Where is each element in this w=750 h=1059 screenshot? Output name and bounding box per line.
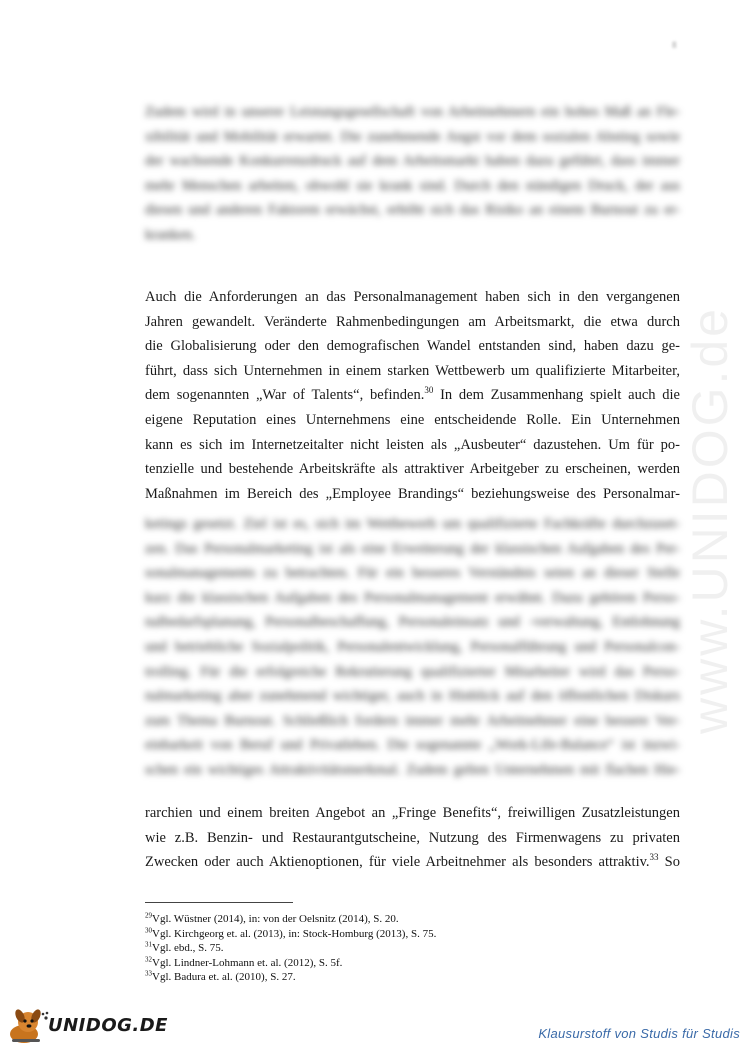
unidog-logo[interactable] (0, 1006, 168, 1046)
footnote-rule (145, 902, 293, 903)
main-line: Maßnahmen im Bereich des „Employee Brandings“ beziehungsweise des Personalmar- (145, 485, 680, 502)
footnotes (145, 912, 436, 985)
main-blurred-line: und betriebliche Sozialpolitik, Personalentwicklung, Personalführung und Personalcon- (145, 638, 680, 655)
main-blurred-line: zum Thema Burnout. Schließlich fordern immer mehr Arbeitnehmer eine bessere Ver- (145, 712, 680, 729)
main-line: dem sogenannten „War of Talents“, befinden.$^{30}$ In dem Zusammenhang spielt auch die (145, 385, 680, 404)
main-paragraph (145, 285, 680, 506)
main-paragraph-blurred (145, 512, 680, 783)
footer-tagline: Klausurstoff von Studis für Studis (538, 1026, 740, 1041)
intro-line: diesen und anderen Faktoren erwächst, erhöht sich das Risiko an einem Burnout zu er- (145, 202, 680, 219)
footnote-ref: 33 (649, 852, 659, 863)
main-blurred-line: zen. Das Personalmarketing ist als eine Erweiterung der klassischen Aufgaben des Per- (145, 540, 680, 557)
footnote-number: 30 (145, 925, 152, 934)
main-blurred-line: einbarkeit von Beruf und Privatleben. Die sogenannte „Work-Life-Balance“ ist inzwi- (145, 737, 680, 754)
footnote-text: Vgl. ebd., S. 75. (152, 942, 224, 955)
dog-mascot-icon (2, 1006, 50, 1046)
footnote (145, 941, 436, 956)
footnote-text: Vgl. Badura et. al. (2010), S. 27. (152, 971, 296, 984)
main-blurred-line: nalmarketing aber zunehmend wichtiger, auch in Hinblick auf den öffentlichen Diskurs (145, 688, 680, 705)
main-blurred-line: ketings gesetzt. Ziel ist es, sich im Wettbewerb um qualifizierte Fachkräfte durchzuset- (145, 516, 680, 532)
main-blurred-line: sonalmanagements zu betrachten. Für ein besseres Verständnis seien an dieser Stelle (145, 565, 680, 582)
footnote-number: 32 (145, 955, 152, 964)
main-line: Jahren gewandelt. Veränderte Rahmenbedingungen am Arbeitsmarkt, die etwa durch (145, 313, 680, 330)
main-blurred-line: nalbedarfsplanung, Personalbeschaffung, Personaleinsatz und -verwaltung, Entlohnung (145, 614, 680, 631)
footnote (145, 927, 436, 942)
footnote-text: Vgl. Wüstner (2014), in: von der Oelsnitz (2014), S. 20. (152, 913, 399, 925)
footnote (145, 956, 436, 971)
page-number: 8 (672, 40, 677, 50)
footnote-ref: 30 (424, 385, 434, 396)
main-blurred-line: schen ein wichtiges Attraktivitätsmerkmal. Zudem gelten Unternehmen mit flachen Hie- (145, 761, 680, 778)
footnote-number: 31 (145, 940, 152, 949)
footnote-number: 29 (145, 911, 152, 920)
logo-text: UNIDOG.DE (48, 1015, 168, 1036)
footnote (145, 912, 436, 927)
footnote (145, 970, 436, 985)
intro-line: kranken. (145, 226, 196, 243)
main-line: eigene Reputation eines Unternehmens eine entscheidende Rolle. Ein Unternehmen (145, 411, 680, 428)
intro-line: mehr Menschen arbeiten, obwohl sie krank sind. Durch den ständigen Druck, der aus (145, 177, 680, 194)
main-blurred-line: trolling. Für die erfolgreiche Rekrutierung qualifizierter Mitarbeiter wird das Perso- (145, 663, 680, 680)
main-line: führt, dass sich Unternehmen in einem starken Wettbewerb um qualifizierte Mitarbeiter, (145, 362, 680, 379)
main-paragraph-tail (145, 801, 680, 875)
main-tail-line: rarchien und einem breiten Angebot an „Fringe Benefits“, freiwilligen Zusatzleistungen (145, 805, 680, 821)
intro-line: xibilität und Mobilität erwartet. Die zunehmende Angst vor dem sozialen Abstieg sowie (145, 128, 680, 145)
main-line: Auch die Anforderungen an das Personalmanagement haben sich in den vergangenen (145, 289, 680, 305)
main-line: tenzielle und bestehende Arbeitskräfte als attraktiver Arbeitgeber zu erscheinen, werden (145, 461, 680, 478)
footnote-text: Vgl. Kirchgeorg et. al. (2013), in: Stock-Homburg (2013), S. 75. (152, 927, 437, 940)
intro-line: der wachsende Konkurrenzdruck auf dem Arbeitsmarkt haben dazu geführt, dass immer (145, 153, 680, 170)
main-line: die Globalisierung oder den demografischen Wandel entstanden sind, haben dazu ge- (145, 338, 680, 355)
main-tail-line: wie z.B. Benzin- und Restaurantgutscheine, Nutzung des Firmenwagens zu privaten (145, 829, 680, 846)
intro-line: Zudem wird in unserer Leistungsgesellschaft von Arbeitnehmern ein hohes Maß an Fle- (145, 104, 680, 120)
footnote-text: Vgl. Lindner-Lohmann et. al. (2012), S. 5f. (152, 956, 343, 969)
footnote-number: 33 (145, 969, 152, 978)
watermark: www.UNIDOG.de (682, 306, 738, 734)
main-line: kann es sich im Internetzeitalter nicht leisten als „Ausbeuter“ dazustehen. Um für po- (145, 436, 680, 453)
intro-paragraph (145, 100, 680, 248)
main-blurred-line: kurz die klassischen Aufgaben des Personalmanagement erwähnt. Dazu gehören Perso- (145, 589, 680, 606)
main-tail-line: Zwecken oder auch Aktienoptionen, für viele Arbeitnehmer als besonders attraktiv.$^{33}$ So (145, 852, 680, 871)
